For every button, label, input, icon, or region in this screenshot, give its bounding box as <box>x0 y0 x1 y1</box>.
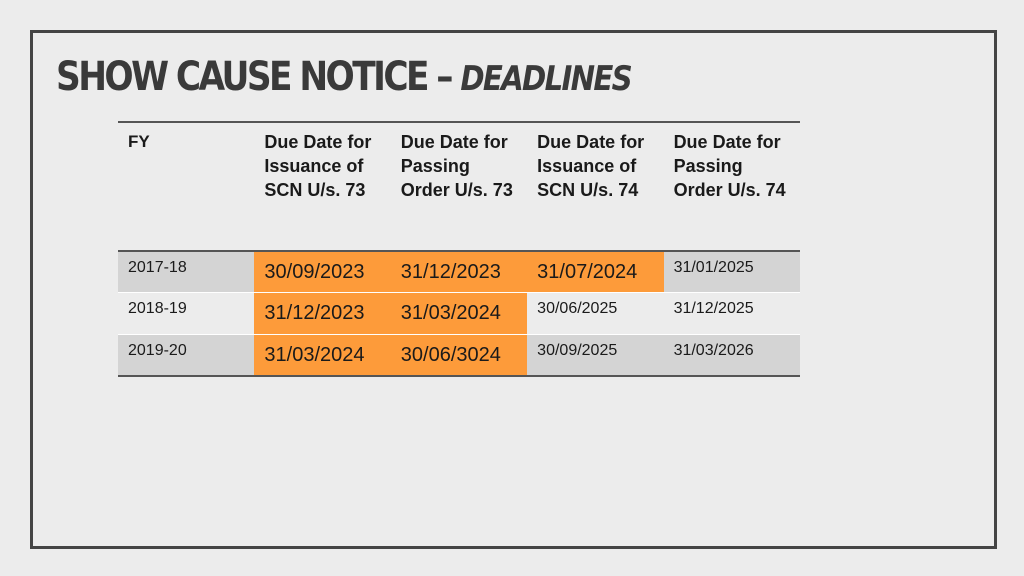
scn-73-cell: 30/09/2023 <box>254 251 390 293</box>
table-row <box>118 251 800 293</box>
scn-73-cell: 31/03/2024 <box>254 334 390 376</box>
header-order-73: Due Date for Passing Order U/s. 73 <box>391 122 527 251</box>
header-scn-74: Due Date for Issuance of SCN U/s. 74 <box>527 122 663 251</box>
order-73-cell: 31/12/2023 <box>391 251 527 293</box>
title-accent: DEADLINES <box>460 59 632 99</box>
deadlines-table <box>118 121 800 377</box>
header-row <box>118 122 800 251</box>
scn-74-cell: 30/09/2025 <box>527 334 663 376</box>
header-fy: FY <box>118 122 254 251</box>
fy-cell: 2017-18 <box>118 251 254 293</box>
title-main: SHOW CAUSE NOTICE – <box>56 54 461 100</box>
scn-74-cell: 31/07/2024 <box>527 251 663 293</box>
order-74-cell: 31/01/2025 <box>664 251 800 293</box>
table-row <box>118 293 800 335</box>
order-73-cell: 31/03/2024 <box>391 293 527 335</box>
header-scn-73: Due Date for Issuance of SCN U/s. 73 <box>254 122 390 251</box>
order-74-cell: 31/03/2026 <box>664 334 800 376</box>
scn-73-cell: 31/12/2023 <box>254 293 390 335</box>
slide-title <box>56 54 631 100</box>
header-order-74: Due Date for Passing Order U/s. 74 <box>664 122 800 251</box>
table-row <box>118 334 800 376</box>
scn-74-cell: 30/06/2025 <box>527 293 663 335</box>
fy-cell: 2019-20 <box>118 334 254 376</box>
fy-cell: 2018-19 <box>118 293 254 335</box>
order-74-cell: 31/12/2025 <box>664 293 800 335</box>
order-73-cell: 30/06/3024 <box>391 334 527 376</box>
